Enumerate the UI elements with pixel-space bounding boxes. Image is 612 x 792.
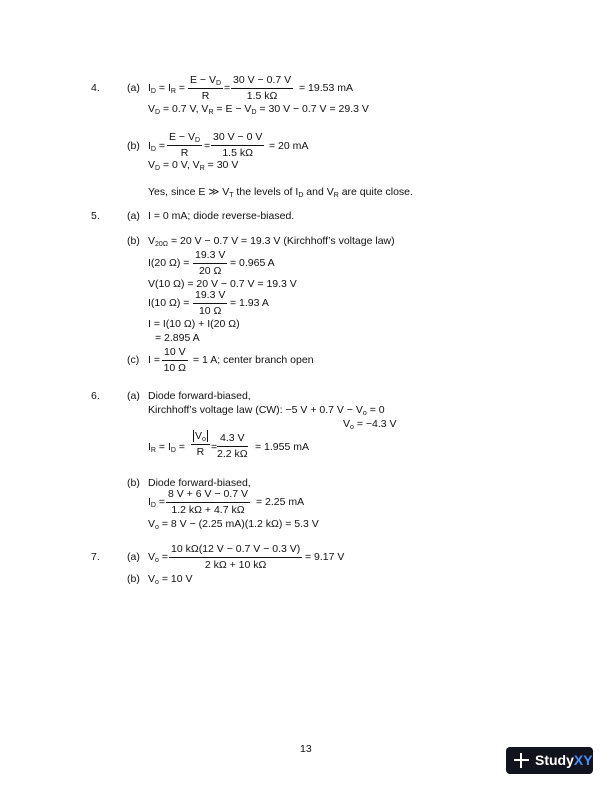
fraction: $\frac{19.3 V}{10 \Omega}$ bbox=[195, 289, 226, 317]
equation-line: = 2.895 A bbox=[155, 332, 200, 344]
part-label: (a) bbox=[127, 390, 140, 402]
equation-lhs: $I_D$ = bbox=[148, 140, 166, 153]
part-label: (a) bbox=[127, 210, 140, 222]
fraction: $\frac{30 V - 0 V}{1.5 k\Omega}$ bbox=[213, 131, 263, 159]
equation-line: Kirchhoff’s voltage law (CW): −5 V + 0.7 $V - V_o = 0$ bbox=[148, 404, 385, 417]
equation-lhs: $I_D = I_R$ = bbox=[148, 82, 185, 95]
fraction: $\frac{V_o}{R}$ bbox=[191, 431, 210, 457]
problem-number: 7. bbox=[91, 551, 100, 563]
equation-result: = 1.93 A bbox=[230, 297, 269, 309]
page-number: 13 bbox=[300, 743, 312, 755]
equation-lhs: $V_o$ = bbox=[148, 551, 168, 564]
equation-line: I = I(10 Ω) + I(20 Ω) bbox=[148, 318, 240, 330]
fraction: $\frac{19.3 V}{20 \Omega}$ bbox=[195, 249, 226, 277]
problem-number: 6. bbox=[91, 390, 100, 402]
answer-text: Diode forward-biased, bbox=[148, 477, 251, 489]
equation-line: $V_D = 0.7$ V, $V_R = E - V_D = 30$ V − 0.7 V = 29.3 V bbox=[148, 103, 369, 116]
part-label: (b) bbox=[127, 573, 140, 585]
fraction: $\frac{E - V_D}{R}$ bbox=[190, 74, 222, 102]
equation-line: $V_o = 8$ V − (2.25 mA)(1.2 kΩ) = 5.3 V bbox=[148, 518, 319, 531]
part-label: (a) bbox=[127, 551, 140, 563]
equation-result: = 19.53 mA bbox=[299, 82, 353, 94]
fraction: $\frac{4.3 V}{2.2 k\Omega}$ bbox=[217, 432, 248, 460]
equation-result: = 2.25 mA bbox=[256, 496, 305, 508]
fraction: $\frac{10 V}{10 \Omega}$ bbox=[163, 346, 187, 374]
equation-line: $V_o = 10$ V bbox=[148, 573, 193, 586]
part-label: (c) bbox=[127, 354, 140, 366]
answer-text: Diode forward-biased, bbox=[148, 390, 251, 402]
equation-lhs: $I_D$ = bbox=[148, 496, 166, 509]
equation-result: = 1.955 mA bbox=[255, 441, 309, 453]
studyxy-badge[interactable] bbox=[506, 747, 593, 774]
equation-line: $V_o = -4.3$ V bbox=[343, 418, 397, 431]
equation-result: = 9.17 V bbox=[305, 551, 345, 563]
answer-text: I = 0 mA; diode reverse-biased. bbox=[148, 210, 295, 222]
problem-number: 5. bbox=[91, 210, 100, 222]
equation-line: $V_{20\Omega} = 20$ V − 0.7 V = 19.3 V (Kirchhoff’s voltage law) bbox=[148, 235, 395, 248]
equation-lhs: $I_R = I_D$ = bbox=[148, 441, 185, 454]
fraction: $\frac{10 k\Omega(12 V - 0.7 V - 0.3 V)}{2 k\Omega + 10 k\Omega}$ bbox=[171, 543, 301, 571]
part-label: (b) bbox=[127, 140, 140, 152]
part-label: (b) bbox=[127, 235, 140, 247]
fraction: $\frac{30 V - 0.7 V}{1.5 k\Omega}$ bbox=[233, 74, 292, 102]
equation-lhs: I = bbox=[148, 354, 160, 366]
fraction: $\frac{8 V + 6 V - 0.7 V}{1.2 k\Omega + 4.7 k\Omega}$ bbox=[168, 488, 248, 516]
equation-result: = 20 mA bbox=[269, 140, 309, 152]
equation-result: = 1 A; center branch open bbox=[193, 354, 314, 366]
problem-number: 4. bbox=[91, 82, 100, 94]
equals-sign: = bbox=[224, 82, 231, 94]
equation-line: V(10 Ω) = 20 V − 0.7 V = 19.3 V bbox=[148, 278, 297, 290]
equals-sign: = bbox=[211, 441, 218, 453]
fraction: $\frac{E - V_D}{R}$ bbox=[169, 131, 201, 159]
equation-line: $V_D = 0$ V, $V_R = 30$ V bbox=[148, 159, 239, 172]
equals-sign: = bbox=[204, 140, 211, 152]
part-label: (b) bbox=[127, 477, 140, 489]
badge-label: StudyXY bbox=[535, 752, 593, 768]
equation-lhs: I(20 Ω) = bbox=[148, 257, 190, 269]
plus-icon bbox=[514, 753, 529, 768]
answer-text: Yes, since E ≫ $V_T$ the levels of $I_D$ and $V_R$ are quite close. bbox=[148, 186, 413, 199]
part-label: (a) bbox=[127, 82, 140, 94]
equation-lhs: I(10 Ω) = bbox=[148, 297, 190, 309]
equation-result: = 0.965 A bbox=[230, 257, 275, 269]
